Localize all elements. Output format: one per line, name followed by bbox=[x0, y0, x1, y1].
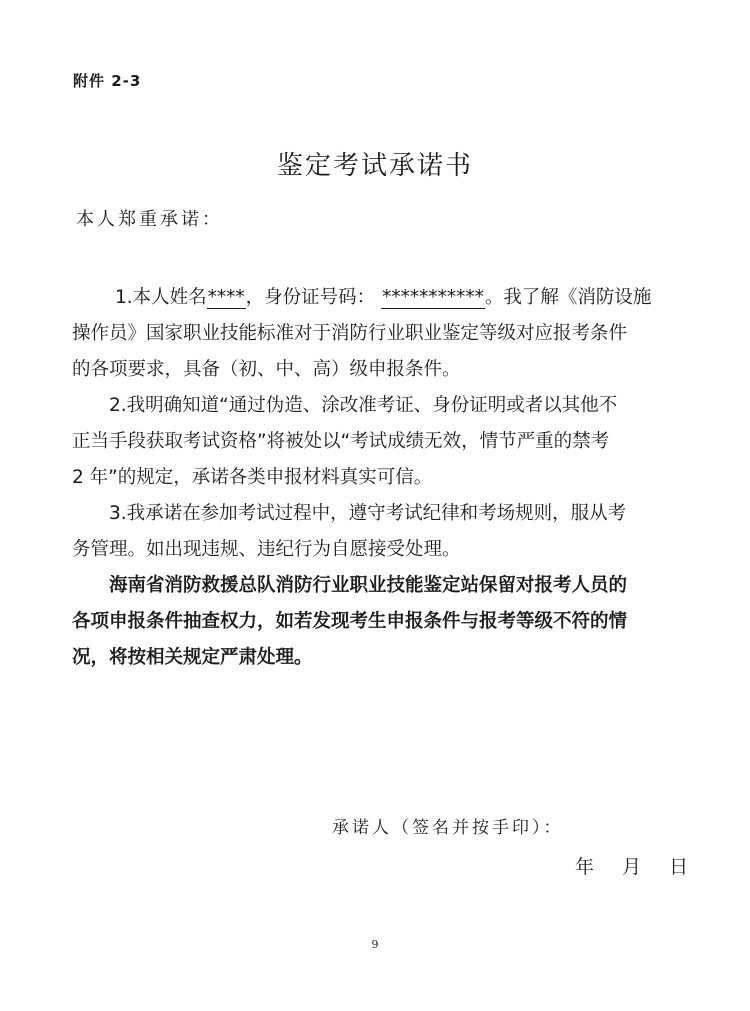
date-year: 年 bbox=[575, 856, 597, 878]
commitment-item-2 bbox=[72, 388, 712, 496]
item2-line-3: 2 年”的规定，承诺各类申报材料真实可信。 bbox=[72, 467, 433, 488]
date-day: 日 bbox=[669, 856, 691, 878]
item1-line-2: 操作员》国家职业技能标准对于消防行业职业鉴定等级对应报考条件 bbox=[72, 323, 628, 344]
attachment-label: 附件 2-3 bbox=[73, 72, 142, 90]
page-number: 9 bbox=[371, 938, 379, 951]
item1-mid: ，身份证号码： bbox=[245, 287, 376, 308]
date-month: 月 bbox=[622, 856, 644, 878]
signature-label: 承诺人（签名并按手印）： bbox=[332, 818, 564, 838]
date-line bbox=[575, 852, 690, 879]
id-number: *********** bbox=[382, 287, 484, 308]
item1-suffix: 。我了解《消防设施 bbox=[484, 287, 652, 308]
notice-line-1: 海南省消防救援总队消防行业职业技能鉴定站保留对报考人员的 bbox=[109, 575, 628, 596]
commitment-body bbox=[72, 280, 712, 676]
document-title: 鉴定考试承诺书 bbox=[276, 151, 473, 181]
item3-line-2: 务管理。如出现违规、违纪行为自愿接受处理。 bbox=[72, 539, 461, 560]
commitment-item-1 bbox=[72, 280, 712, 388]
intro-text: 本人郑重承诺： bbox=[76, 209, 223, 230]
item1-line-1 bbox=[78, 280, 712, 316]
notice-line-2: 各项申报条件抽查权力，如若发现考生申报条件与报考等级不符的情 bbox=[72, 611, 628, 632]
applicant-name: **** bbox=[207, 287, 245, 308]
item1-line-3: 的各项要求，具备（初、中、高）级申报条件。 bbox=[72, 359, 461, 380]
item1-prefix: 1.本人姓名 bbox=[115, 287, 207, 308]
item2-line-1: 2.我明确知道“通过伪造、涂改准考证、身份证明或者以其他不 bbox=[109, 395, 618, 416]
item3-line-1: 3.我承诺在参加考试过程中，遵守考试纪律和考场规则，服从考 bbox=[109, 503, 627, 524]
commitment-item-3 bbox=[72, 496, 712, 568]
notice-paragraph bbox=[72, 568, 712, 676]
item2-line-2: 正当手段获取考试资格”将被处以“考试成绩无效，情节严重的禁考 bbox=[72, 431, 610, 452]
notice-line-3: 况，将按相关规定严肃处理。 bbox=[72, 647, 313, 668]
